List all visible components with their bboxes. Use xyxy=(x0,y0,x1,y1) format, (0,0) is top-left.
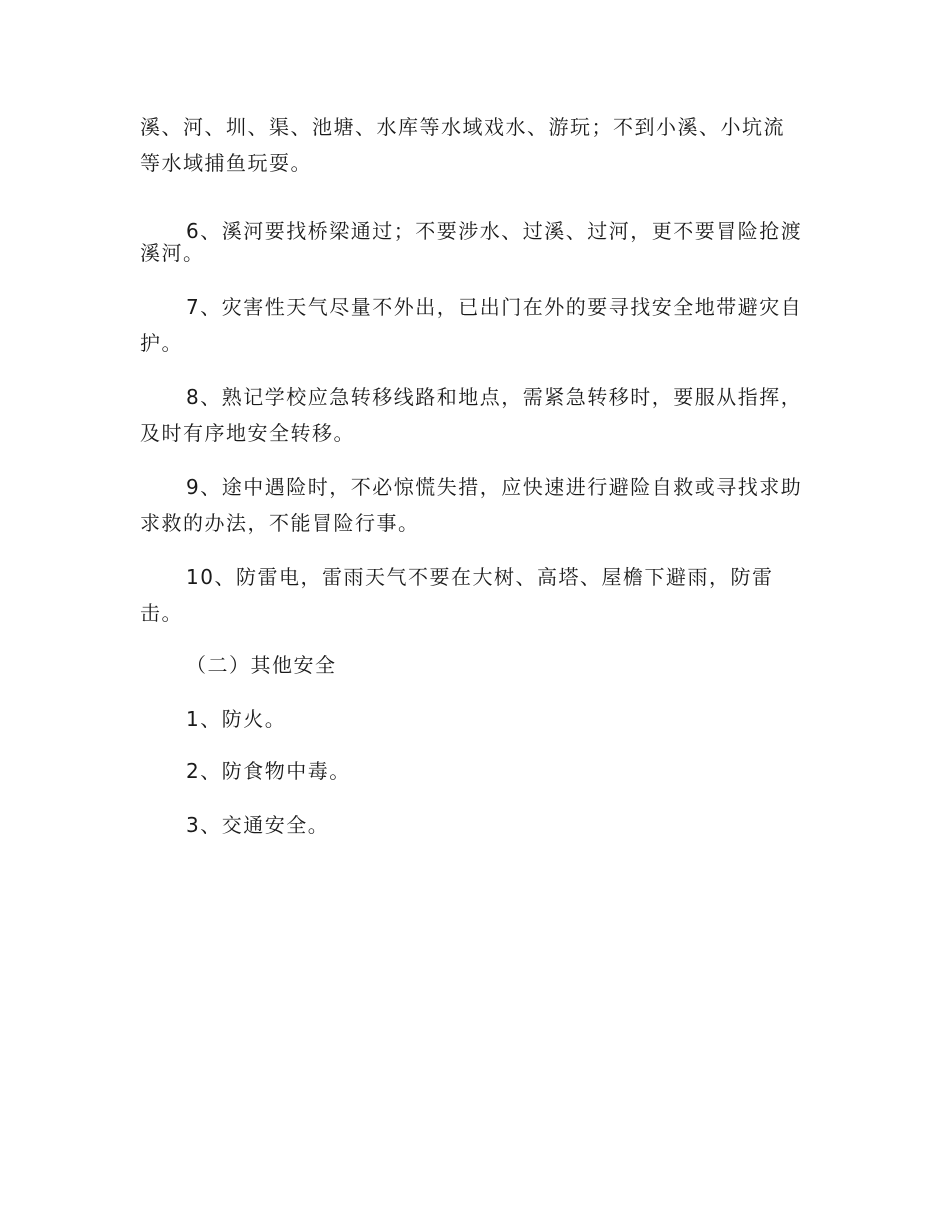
other-item-1: 1、防火。 xyxy=(186,707,287,731)
item-10-line-2: 击。 xyxy=(140,601,183,625)
item-9-line-2: 求救的办法，不能冒险行事。 xyxy=(140,511,420,535)
item-6-line-1: 6、溪河要找桥梁通过；不要涉水、过溪、过河，更不要冒险抢渡 xyxy=(186,219,803,243)
item-10-line-1: 10、防雷电，雷雨天气不要在大树、高塔、屋檐下避雨，防雷 xyxy=(186,565,774,589)
item-8-line-1: 8、熟记学校应急转移线路和地点，需紧急转移时，要服从指挥， xyxy=(186,385,803,409)
paragraph-5-line-2: 等水域捕鱼玩耍。 xyxy=(140,151,312,175)
section-heading-other-safety: （二）其他安全 xyxy=(186,653,337,677)
other-item-2: 2、防食物中毒。 xyxy=(186,759,351,783)
other-item-3: 3、交通安全。 xyxy=(186,813,330,837)
item-8-line-2: 及时有序地安全转移。 xyxy=(140,421,355,445)
item-7-line-1: 7、灾害性天气尽量不外出，已出门在外的要寻找安全地带避灾自 xyxy=(186,295,803,319)
item-6-line-2: 溪河。 xyxy=(140,241,205,265)
item-9-line-1: 9、途中遇险时，不必惊慌失措，应快速进行避险自救或寻找求助 xyxy=(186,475,803,499)
paragraph-5-line-1: 溪、河、圳、渠、池塘、水库等水域戏水、游玩；不到小溪、小坑流 xyxy=(140,115,785,139)
item-7-line-2: 护。 xyxy=(140,331,183,355)
